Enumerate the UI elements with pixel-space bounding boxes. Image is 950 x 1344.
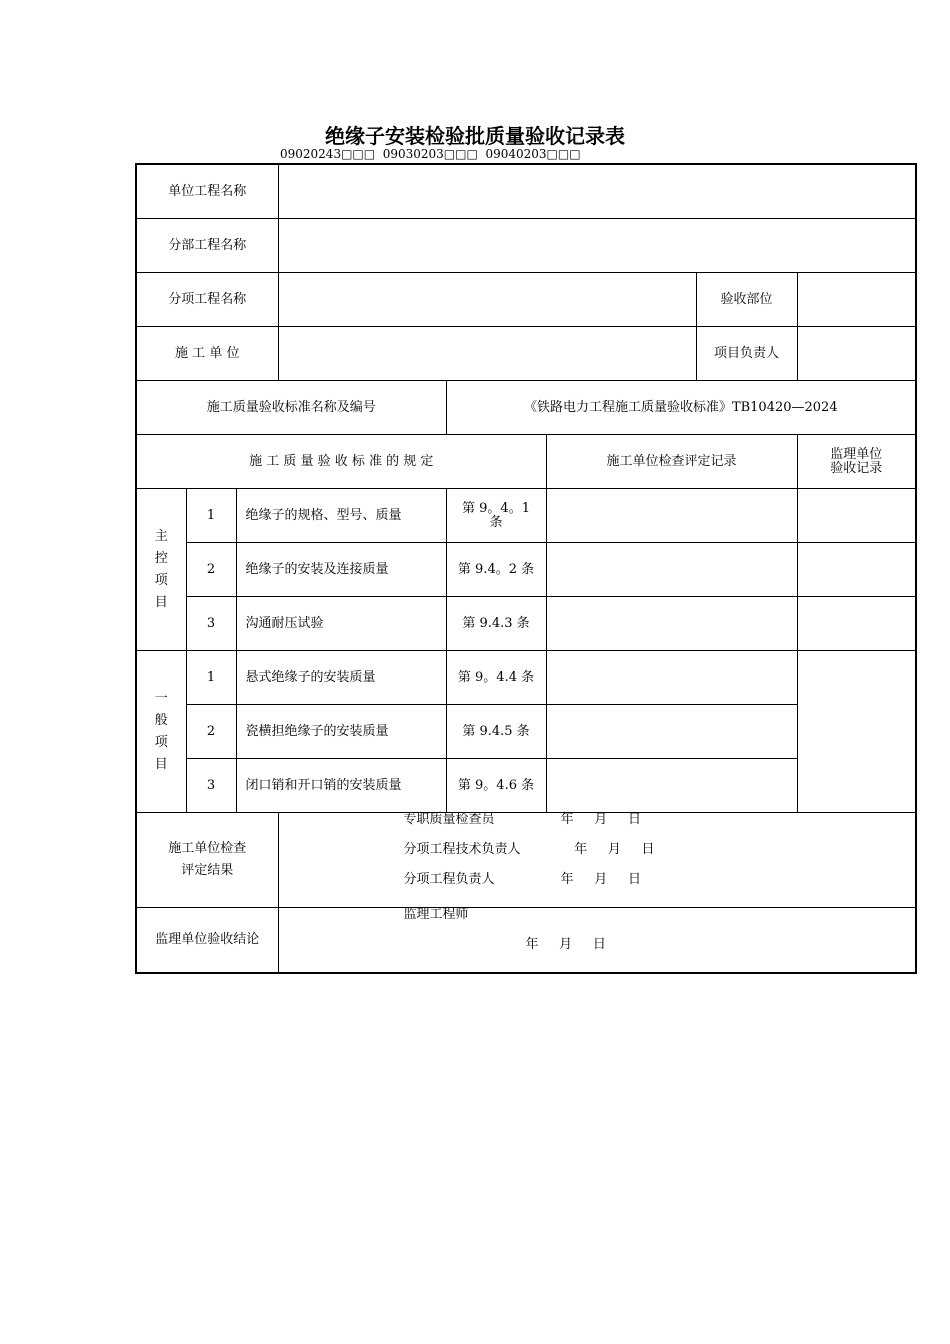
general-char: 般 <box>154 712 168 728</box>
main-control-char: 目 <box>154 594 168 610</box>
general-char: 项 <box>154 734 168 750</box>
item-number: 2 <box>186 543 236 597</box>
item-clause-line2: 条 <box>489 514 503 530</box>
division-label: 分部工程名称 <box>136 219 278 273</box>
unit-project-value[interactable] <box>278 164 916 219</box>
item-number: 1 <box>186 651 236 705</box>
table-row <box>136 543 916 597</box>
main-control-label <box>136 489 186 651</box>
supervisor-record-cell[interactable] <box>797 543 916 597</box>
general-label <box>136 651 186 813</box>
supervisor-date-line: 年 月 日 <box>525 937 606 952</box>
subitem-label: 分项工程名称 <box>136 273 278 327</box>
subitem-manager-line: 分项工程负责人 年 月 日 <box>403 872 641 887</box>
row-division <box>136 219 916 273</box>
item-number: 3 <box>186 759 236 813</box>
item-clause: 第 9。4.4 条 <box>446 651 546 705</box>
project-manager-label: 项目负责人 <box>696 327 797 381</box>
supervisor-record-header-line2: 验收记录 <box>830 460 883 476</box>
item-clause: 第 9.4。2 条 <box>446 543 546 597</box>
construction-record-cell[interactable] <box>546 597 797 651</box>
spec-header: 施 工 质 量 验 收 标 准 的 规 定 <box>136 435 546 489</box>
general-char: 一 <box>154 690 168 706</box>
acceptance-record-table <box>135 163 917 974</box>
item-description: 悬式绝缘子的安装质量 <box>236 651 446 705</box>
row-unit-project <box>136 164 916 219</box>
form-title: 绝缘子安装检验批质量验收记录表 <box>325 124 625 148</box>
table-row <box>136 489 916 543</box>
form-codes: 09020243□□□ 09030203□□□ 09040203□□□ <box>280 147 581 161</box>
table-row <box>136 597 916 651</box>
acceptance-part-label: 验收部位 <box>696 273 797 327</box>
item-description: 绝缘子的安装及连接质量 <box>236 543 446 597</box>
row-construction-result <box>136 813 916 908</box>
row-standard <box>136 381 916 435</box>
supervisor-record-header <box>797 435 916 489</box>
main-control-char: 项 <box>154 572 168 588</box>
construction-unit-value[interactable] <box>278 327 696 381</box>
construction-record-cell[interactable] <box>546 759 797 813</box>
item-clause: 第 9.4.5 条 <box>446 705 546 759</box>
subitem-value[interactable] <box>278 273 696 327</box>
construction-unit-label: 施 工 单 位 <box>136 327 278 381</box>
supervisor-conclusion-signatures[interactable] <box>278 908 916 974</box>
construction-record-cell[interactable] <box>546 651 797 705</box>
row-supervisor-conclusion <box>136 908 916 974</box>
construction-result-signatures[interactable] <box>278 813 916 908</box>
technical-manager-line: 分项工程技术负责人 年 月 日 <box>403 842 655 857</box>
construction-result-label-line1: 施工单位检查 <box>168 841 247 856</box>
item-clause-line1: 第 9。4。1 <box>462 500 530 516</box>
division-value[interactable] <box>278 219 916 273</box>
general-char: 目 <box>154 756 168 772</box>
item-description: 绝缘子的规格、型号、质量 <box>236 489 446 543</box>
supervisor-conclusion-label: 监理单位验收结论 <box>136 908 278 974</box>
row-subitem <box>136 273 916 327</box>
quality-inspector-line: 专职质量检查员 年 月 日 <box>403 812 641 827</box>
construction-result-label-line2: 评定结果 <box>181 863 234 878</box>
construction-result-label <box>136 813 278 908</box>
project-manager-value[interactable] <box>797 327 916 381</box>
row-construction-unit <box>136 327 916 381</box>
item-number: 1 <box>186 489 236 543</box>
item-description: 沟通耐压试验 <box>236 597 446 651</box>
item-number: 3 <box>186 597 236 651</box>
supervisor-record-cell[interactable] <box>797 489 916 543</box>
table-row <box>136 651 916 705</box>
supervisor-record-cell[interactable] <box>797 597 916 651</box>
standard-label: 施工质量验收标准名称及编号 <box>136 381 446 435</box>
main-control-char: 控 <box>154 550 168 566</box>
item-description: 闭口销和开口销的安装质量 <box>236 759 446 813</box>
construction-record-cell[interactable] <box>546 705 797 759</box>
item-clause: 第 9.4.3 条 <box>446 597 546 651</box>
supervisor-record-header-line1: 监理单位 <box>830 446 883 462</box>
unit-project-label: 单位工程名称 <box>136 164 278 219</box>
supervisor-record-cell[interactable] <box>797 651 916 813</box>
construction-record-header: 施工单位检查评定记录 <box>546 435 797 489</box>
acceptance-part-value[interactable] <box>797 273 916 327</box>
main-control-char: 主 <box>154 528 168 544</box>
construction-record-cell[interactable] <box>546 543 797 597</box>
standard-value: 《铁路电力工程施工质量验收标准》TB10420—2024 <box>446 381 916 435</box>
item-clause <box>446 489 546 543</box>
supervising-engineer-line: 监理工程师 <box>403 907 469 922</box>
row-column-headers <box>136 435 916 489</box>
item-description: 瓷横担绝缘子的安装质量 <box>236 705 446 759</box>
item-clause: 第 9。4.6 条 <box>446 759 546 813</box>
construction-record-cell[interactable] <box>546 489 797 543</box>
item-number: 2 <box>186 705 236 759</box>
